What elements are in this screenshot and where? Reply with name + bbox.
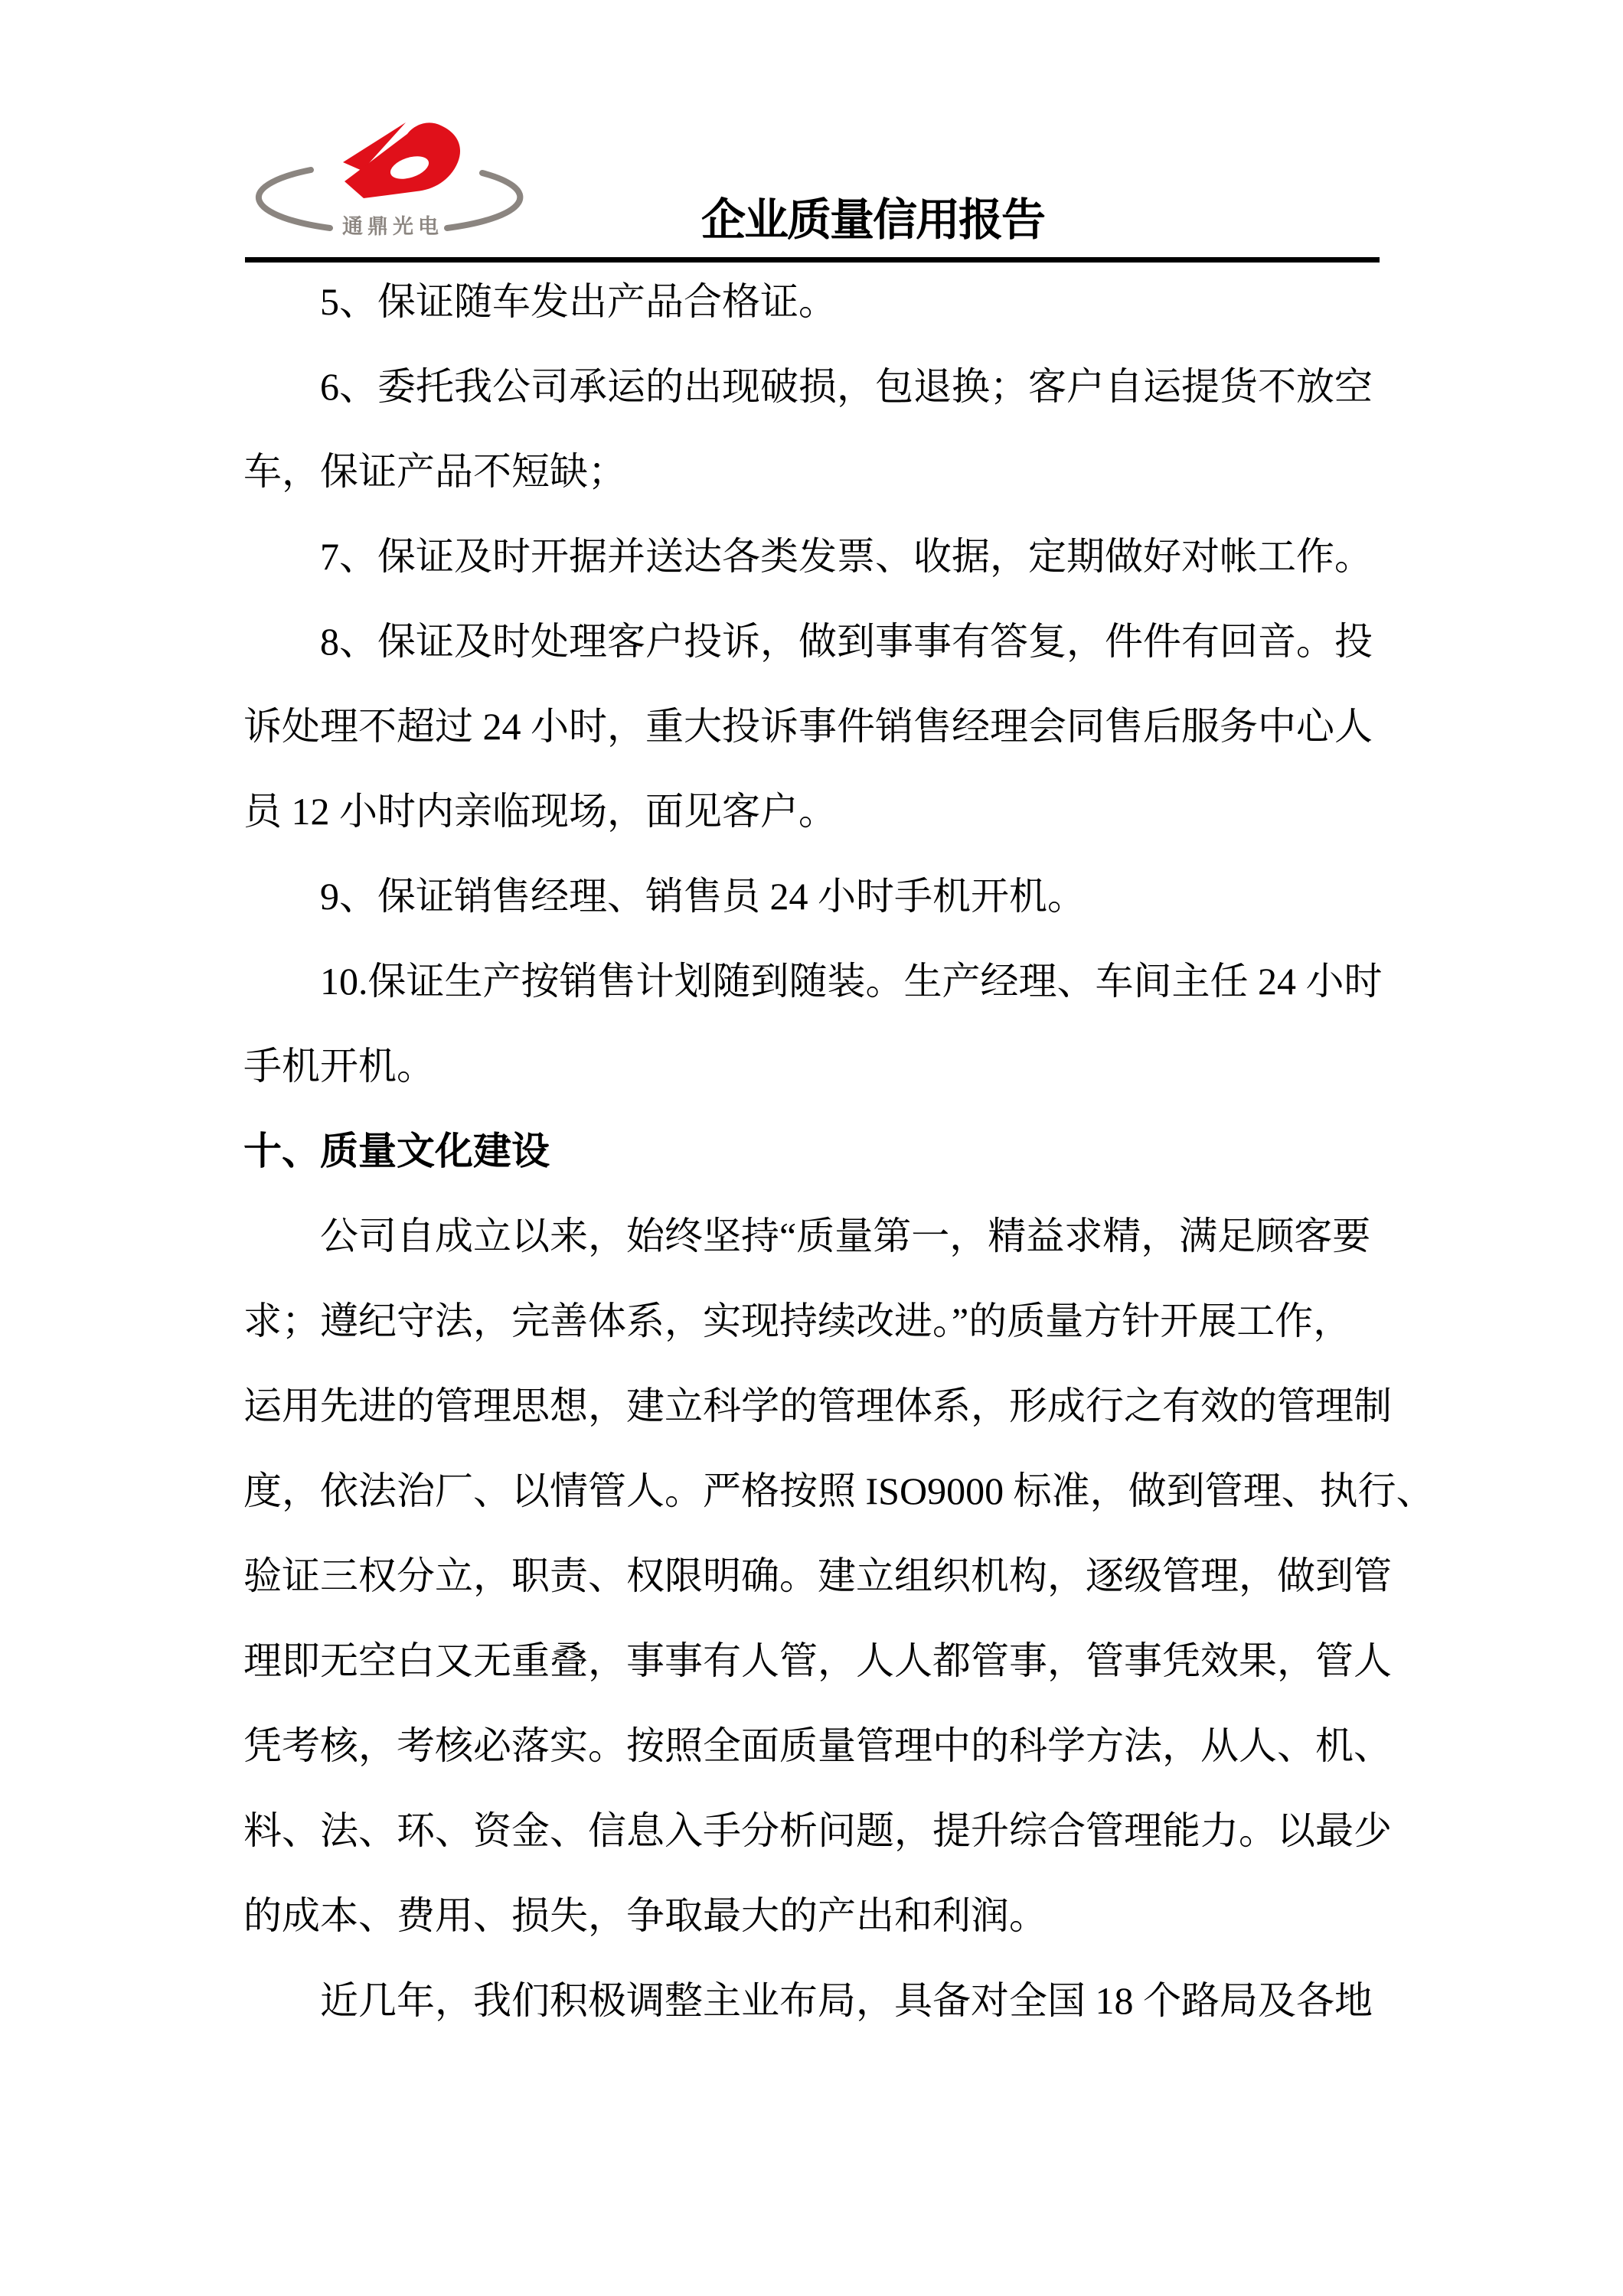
lightning-d-logo-icon bbox=[253, 61, 536, 245]
document-line: 公司自成立以来，始终坚持“质量第一，精益求精，满足顾客要 bbox=[320, 1215, 1371, 1257]
document-line: 5、保证随车发出产品合格证。 bbox=[320, 280, 837, 323]
tongding-logo bbox=[253, 61, 536, 245]
document-line: 求；遵纪守法，完善体系，实现持续改进。”的质量方针开展工作， bbox=[243, 1300, 1352, 1342]
logo-ellipse-arc-left bbox=[259, 170, 330, 228]
document-line: 6、委托我公司承运的出现破损，包退换；客户自运提货不放空 bbox=[320, 365, 1373, 408]
logo-brand-text: 通鼎光电 bbox=[342, 215, 443, 238]
document-line: 验证三权分立，职责、权限明确。建立组织机构，逐级管理，做到管 bbox=[243, 1554, 1392, 1597]
document-line: 员 12 小时内亲临现场，面见客户。 bbox=[243, 790, 837, 833]
document-line: 凭考核，考核必落实。按照全面质量管理中的科学方法，从人、机、 bbox=[243, 1724, 1392, 1767]
document-line: 7、保证及时开据并送达各类发票、收据，定期做好对帐工作。 bbox=[320, 535, 1373, 578]
document-line: 诉处理不超过 24 小时，重大投诉事件销售经理会同售后服务中心人 bbox=[243, 705, 1373, 748]
document-line: 车，保证产品不短缺； bbox=[243, 450, 626, 493]
document-line: 10.保证生产按销售计划随到随装。生产经理、车间主任 24 小时 bbox=[320, 960, 1383, 1003]
document-line: 理即无空白又无重叠，事事有人管，人人都管事，管事凭效果，管人 bbox=[243, 1639, 1392, 1682]
section-heading: 十、质量文化建设 bbox=[243, 1130, 550, 1172]
document-line: 手机开机。 bbox=[243, 1045, 435, 1088]
document-line: 的成本、费用、损失，争取最大的产出和利润。 bbox=[243, 1894, 1047, 1937]
document-line: 8、保证及时处理客户投诉，做到事事有答复，件件有回音。投 bbox=[320, 620, 1373, 663]
document-line: 运用先进的管理思想，建立科学的管理体系，形成行之有效的管理制 bbox=[243, 1384, 1392, 1427]
document-line: 度，依法治厂、以情管人。严格按照 ISO9000 标准，做到管理、执行、 bbox=[243, 1469, 1435, 1512]
document-line: 料、法、环、资金、信息入手分析问题，提升综合管理能力。以最少 bbox=[243, 1809, 1392, 1852]
document-line: 9、保证销售经理、销售员 24 小时手机开机。 bbox=[320, 875, 1086, 918]
logo-ellipse-arc-right bbox=[447, 173, 520, 228]
document-body bbox=[243, 259, 1435, 2043]
page-title: 企业质量信用报告 bbox=[701, 195, 1045, 245]
document-line: 近几年，我们积极调整主业布局，具备对全国 18 个路局及各地 bbox=[320, 1979, 1373, 2022]
